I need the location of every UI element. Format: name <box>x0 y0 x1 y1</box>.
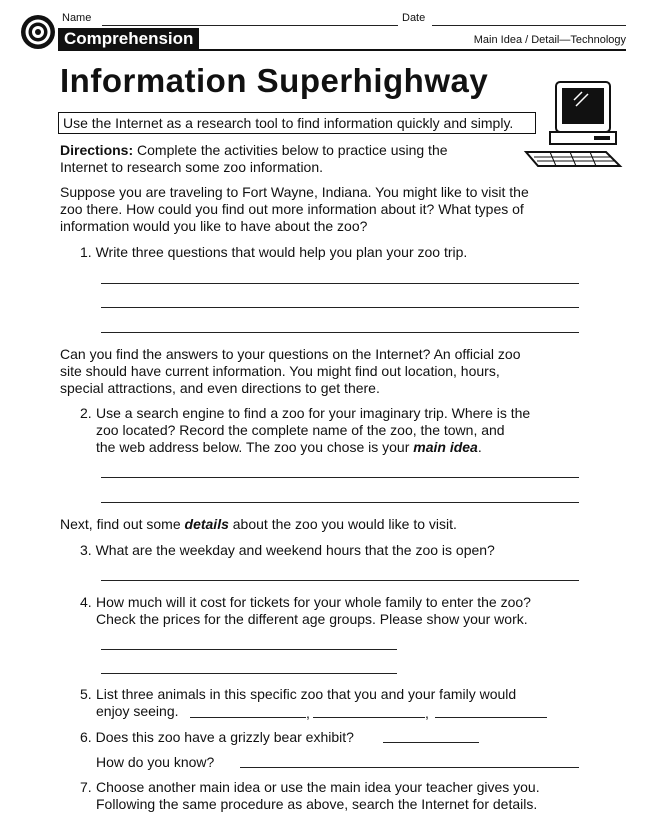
paragraph-1-line: information would you like to have about the zoo? <box>60 218 368 234</box>
subject-label: Main Idea / Detail—Technology <box>473 34 626 46</box>
period: . <box>477 439 482 455</box>
paragraph-1-line: zoo there. How could you find out more information about it? What types of <box>60 201 524 217</box>
question-6 <box>80 729 354 746</box>
date-label: Date <box>402 12 426 24</box>
question-number: 6. <box>80 729 92 745</box>
question-number: 3. <box>80 542 92 558</box>
paragraph-2-line: Can you find the answers to your questions on the Internet? An official zoo <box>60 346 521 362</box>
main-idea-emphasis: main idea <box>413 439 478 455</box>
paragraph-3-text: about the zoo you would like to visit. <box>228 516 457 532</box>
question-7-text <box>96 779 540 813</box>
paragraph-2 <box>60 346 520 397</box>
directions-label: Directions: <box>60 142 134 158</box>
paragraph-2-line: site should have current information. You might find out location, hours, <box>60 363 500 379</box>
paragraph-2-line: special attractions, and even directions to get there. <box>60 380 380 396</box>
paragraph-1 <box>60 184 529 235</box>
page-title: Information Superhighway <box>60 62 489 99</box>
question-1 <box>80 244 467 261</box>
animal-3-field[interactable] <box>435 717 547 718</box>
details-emphasis: details <box>184 516 229 532</box>
question-4-text <box>96 594 531 628</box>
date-field[interactable] <box>432 25 626 26</box>
question-4 <box>80 594 92 611</box>
question-text: zoo located? Record the complete name of the zoo, the town, and <box>96 422 505 438</box>
paragraph-3 <box>60 516 457 533</box>
directions <box>60 142 448 176</box>
question-5 <box>80 686 92 703</box>
question-number: 7. <box>80 779 92 795</box>
grizzly-answer-field[interactable] <box>383 742 479 743</box>
header-rule <box>58 49 626 51</box>
question-number: 4. <box>80 594 92 610</box>
question-2-text <box>96 405 530 456</box>
animal-1-field[interactable] <box>190 717 306 718</box>
question-2 <box>80 405 92 422</box>
computer-icon <box>520 78 632 170</box>
section-badge: Comprehension <box>58 28 199 50</box>
intro-box: Use the Internet as a research tool to find information quickly and simply. <box>58 112 536 134</box>
question-6-followup: How do you know? <box>96 754 215 770</box>
question-text: Write three questions that would help you plan your zoo trip. <box>95 244 468 260</box>
question-number: 1. <box>80 244 92 260</box>
question-text: Following the same procedure as above, search the Internet for details. <box>96 796 538 812</box>
question-number: 5. <box>80 686 92 702</box>
answer-line[interactable] <box>240 767 579 768</box>
directions-line1: Complete the activities below to practice using the <box>133 142 448 158</box>
name-label: Name <box>62 12 92 24</box>
question-text: What are the weekday and weekend hours that the zoo is open? <box>95 542 495 558</box>
comma: , <box>425 705 429 721</box>
answer-line[interactable] <box>101 477 579 478</box>
question-text: Use a search engine to find a zoo for your imaginary trip. Where is the <box>96 405 531 421</box>
target-logo-icon <box>20 14 56 50</box>
answer-line[interactable] <box>101 283 579 284</box>
paragraph-1-line: Suppose you are traveling to Fort Wayne, Indiana. You might like to visit the <box>60 184 529 200</box>
question-3 <box>80 542 495 559</box>
question-text: Does this zoo have a grizzly bear exhibit? <box>95 729 354 745</box>
directions-line2: Internet to research some zoo information. <box>60 159 324 175</box>
question-text: Check the prices for the different age groups. Please show your work. <box>96 611 528 627</box>
answer-line[interactable] <box>101 649 397 650</box>
answer-line[interactable] <box>101 307 579 308</box>
animal-2-field[interactable] <box>313 717 425 718</box>
answer-line[interactable] <box>101 673 397 674</box>
question-7 <box>80 779 92 796</box>
question-text: List three animals in this specific zoo that you and your family would <box>96 686 517 702</box>
answer-line[interactable] <box>101 502 579 503</box>
question-text: enjoy seeing. <box>96 703 179 719</box>
question-text: the web address below. The zoo you chose is your <box>96 439 414 455</box>
question-text: Choose another main idea or use the main idea your teacher gives you. <box>96 779 540 795</box>
answer-line[interactable] <box>101 580 579 581</box>
paragraph-3-text: Next, find out some <box>60 516 185 532</box>
comma: , <box>306 705 310 721</box>
answer-line[interactable] <box>101 332 579 333</box>
question-text: How much will it cost for tickets for your whole family to enter the zoo? <box>96 594 531 610</box>
name-field[interactable] <box>102 25 398 26</box>
question-number: 2. <box>80 405 92 421</box>
